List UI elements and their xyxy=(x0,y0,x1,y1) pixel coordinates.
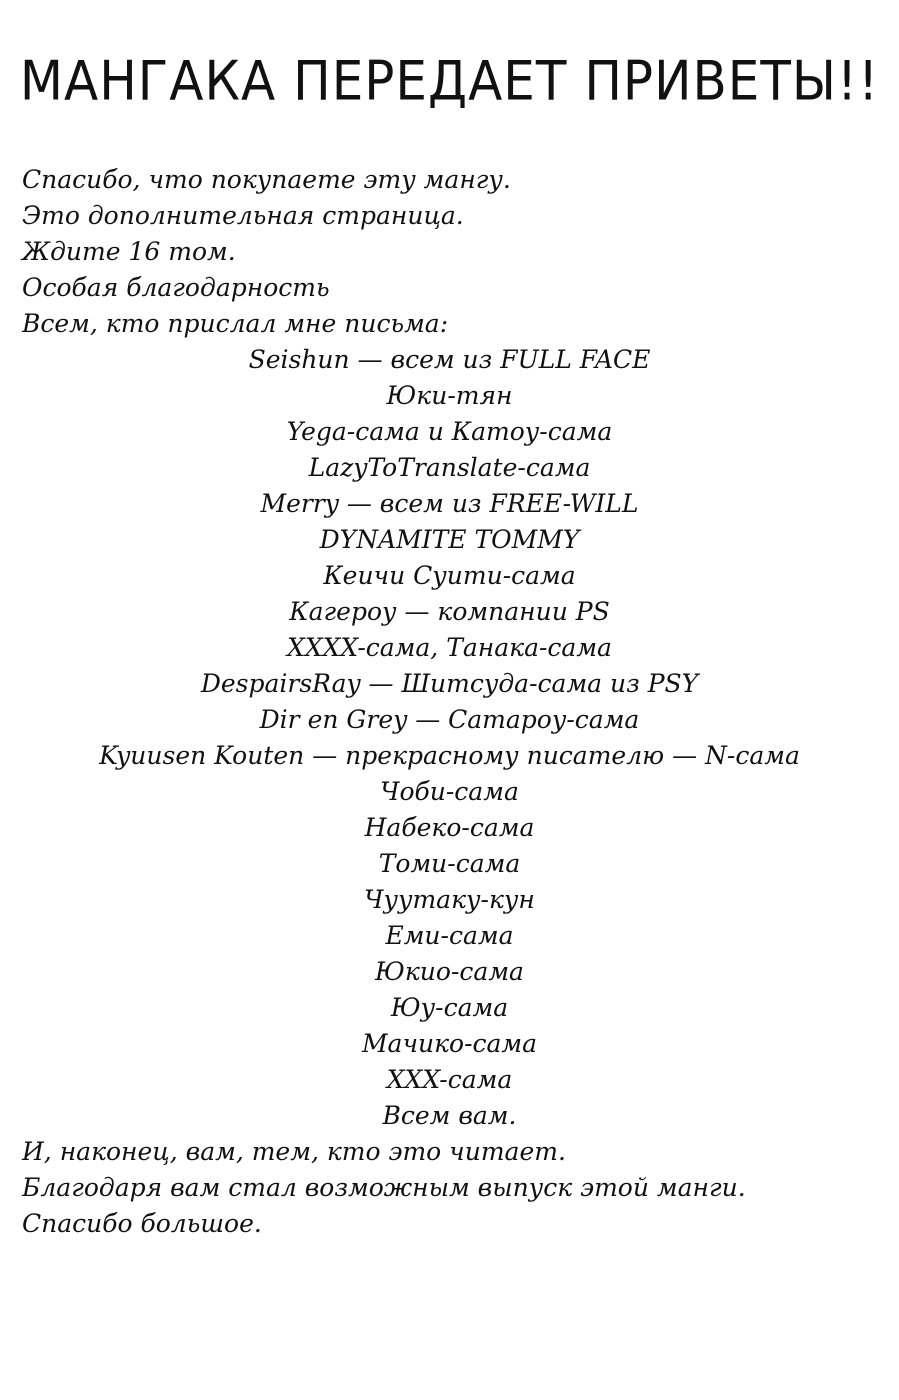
thanks-item: Мачико-сама xyxy=(361,1029,538,1058)
intro-line: Особая благодарность xyxy=(22,273,330,302)
outro-line: И, наконец, вам, тем, кто это читает. xyxy=(22,1137,566,1166)
thanks-item: Yega-сама и Катоу-сама xyxy=(286,417,613,446)
thanks-item: XXXX-сама, Танака-сама xyxy=(287,633,612,662)
thanks-item: Томи-сама xyxy=(378,849,521,878)
thanks-list xyxy=(0,342,899,1134)
outro-line: Благодаря вам стал возможным выпуск этой манги. xyxy=(22,1173,746,1202)
thanks-item: Seishun — всем из FULL FACE xyxy=(248,345,651,374)
intro-line: Это дополнительная страница. xyxy=(22,201,464,230)
thanks-item: LazyToTranslate-сама xyxy=(308,453,591,482)
intro-line: Ждите 16 том. xyxy=(22,237,236,266)
thanks-item: Чоби-сама xyxy=(380,777,519,806)
thanks-item: Kyuusen Kouten — прекрасному писателю — N-сама xyxy=(99,741,800,770)
intro-block xyxy=(22,162,882,342)
thanks-item: Кеичи Суити-сама xyxy=(323,561,576,590)
thanks-item: Всем вам. xyxy=(382,1101,517,1130)
thanks-item: Юу-сама xyxy=(390,993,509,1022)
thanks-item: Юкио-сама xyxy=(375,957,524,986)
thanks-item: Чуутаку-кун xyxy=(364,885,535,914)
outro-block xyxy=(22,1134,892,1242)
outro-line: Спасибо большое. xyxy=(22,1209,262,1238)
thanks-item: Merry — всем из FREE-WILL xyxy=(260,489,639,518)
thanks-item: Еми-сама xyxy=(385,921,514,950)
thanks-item: DespairsRay — Шитсуда-сама из PSY xyxy=(200,669,699,698)
thanks-item: XXX-сама xyxy=(386,1065,513,1094)
thanks-item: Юки-тян xyxy=(386,381,513,410)
thanks-item: DYNAMITE TOMMY xyxy=(319,525,580,554)
thanks-item: Dir en Grey — Сатароу-сама xyxy=(259,705,640,734)
thanks-item: Набеко-сама xyxy=(364,813,535,842)
intro-line: Всем, кто прислал мне письма: xyxy=(22,309,449,338)
page-title: МАНГАКА ПЕРЕДАЕТ ПРИВЕТЫ!! xyxy=(19,49,880,113)
intro-line: Спасибо, что покупаете эту мангу. xyxy=(22,165,511,194)
thanks-item: Кагероу — компании PS xyxy=(289,597,610,626)
